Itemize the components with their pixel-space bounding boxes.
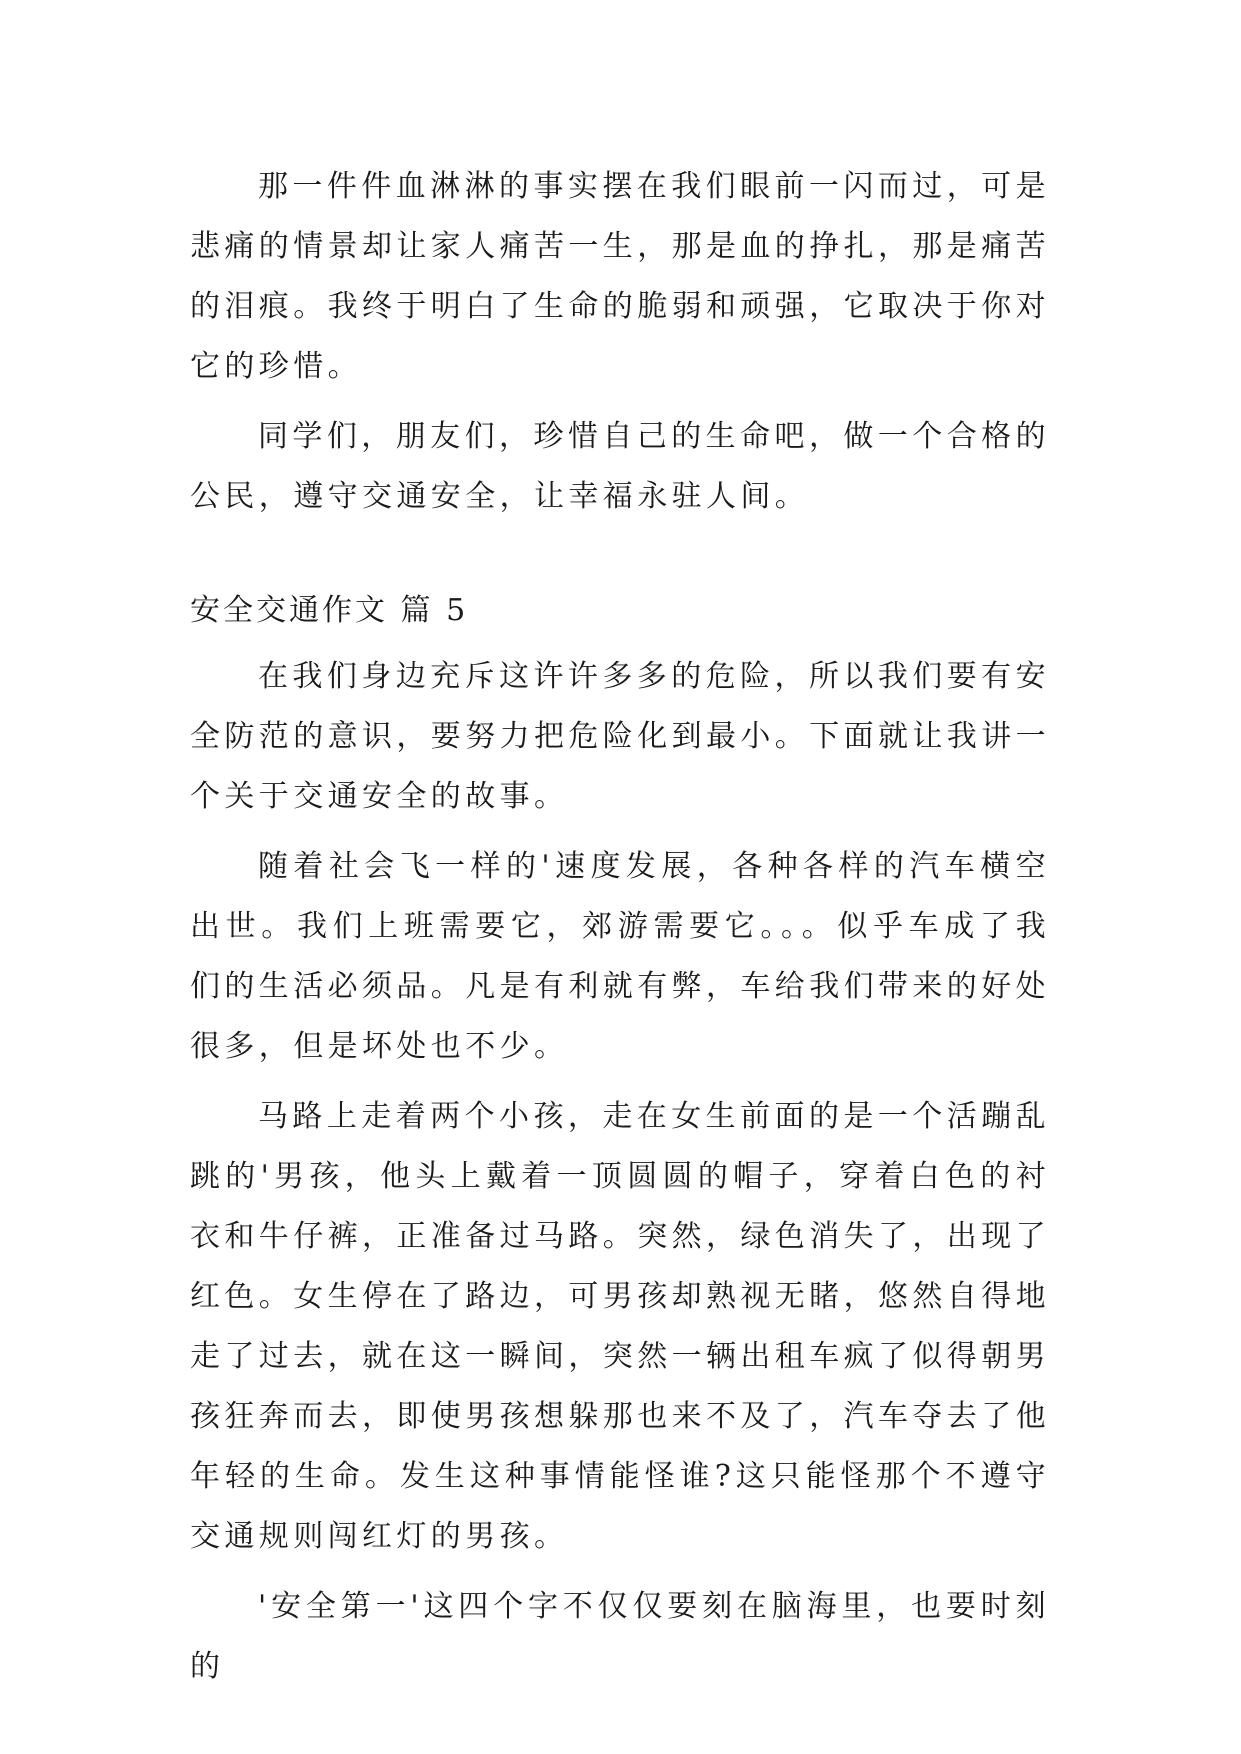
paragraph: 马路上走着两个小孩，走在女生前面的是一个活蹦乱跳的'男孩，他头上戴着一顶圆圆的帽子，穿着白色的衬衣和牛仔裤，正准备过马路。突然，绿色消失了，出现了红色。女生停在了路边，可男孩却熟视无睹，悠然自得地走了过去，就在这一瞬间，突然一辆出租车疯了似得朝男孩狂奔而去，即使男孩想躲那也来不及了，汽车夺去了他年轻的生命。发生这种事情能怪谁?这只能怪那个不遵守交通规则闯红灯的男孩。 (190, 1099, 1050, 1554)
paragraph: 随着社会飞一样的'速度发展，各种各样的汽车横空出世。我们上班需要它，郊游需要它。。。似乎车成了我们的生活必须品。凡是有利就有弊，车给我们带来的好处很多，但是坏处也不少。 (190, 849, 1050, 1064)
section-heading: 安全交通作文 篇 5 (190, 593, 469, 628)
document-body (190, 157, 1050, 1707)
paragraph: 同学们，朋友们，珍惜自己的生命吧，做一个合格的公民，遵守交通安全，让幸福永驻人间。 (190, 419, 1050, 514)
paragraph: '安全第一'这四个字不仅仅要刻在脑海里，也要时刻的 (190, 1589, 1050, 1684)
paragraph: 那一件件血淋淋的事实摆在我们眼前一闪而过，可是悲痛的情景却让家人痛苦一生，那是血的挣扎，那是痛苦的泪痕。我终于明白了生命的脆弱和顽强，它取决于你对它的珍惜。 (190, 169, 1050, 384)
paragraph: 在我们身边充斥这许许多多的危险，所以我们要有安全防范的意识，要努力把危险化到最小。下面就让我讲一个关于交通安全的故事。 (190, 659, 1050, 814)
